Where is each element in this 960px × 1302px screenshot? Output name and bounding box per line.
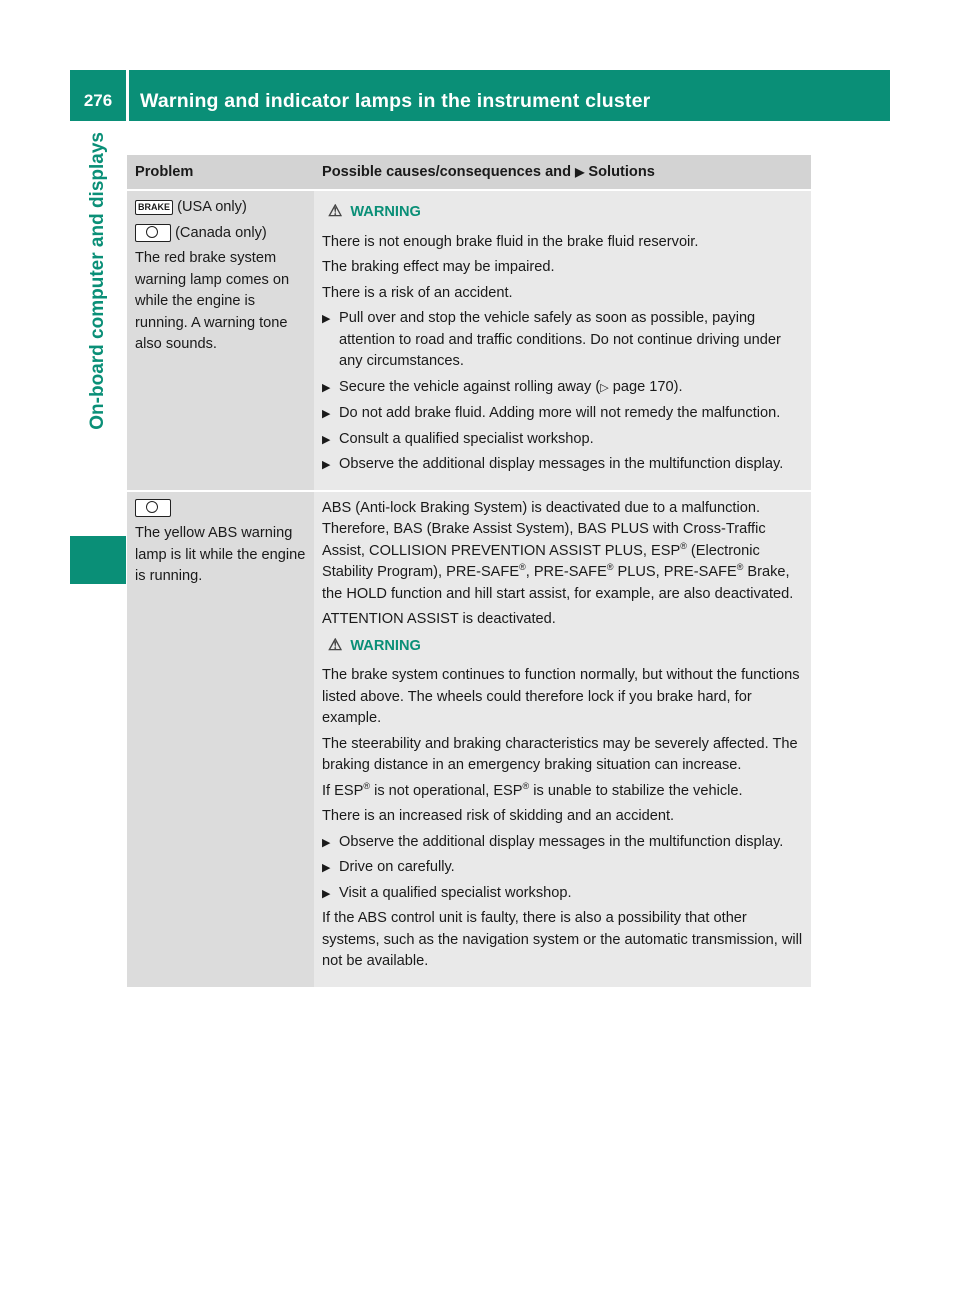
problem-cell: BRAKE (USA only) (Canada only) The red brake system warning lamp comes on while the engine is running. A warning tone also sounds. — [127, 191, 314, 490]
problem-text: The red brake system warning lamp comes on while the engine is running. A warning tone also sounds. — [135, 250, 290, 352]
instruction-item: ▶ Visit a qualified specialist workshop. — [322, 883, 803, 905]
col-header-problem: Problem — [135, 164, 194, 180]
warning-heading: ⚠ WARNING — [328, 635, 803, 658]
side-label-text: On-board computer and displays — [87, 132, 108, 430]
page-ref-link[interactable]: page 170). — [612, 378, 683, 395]
solutions-arrow-icon: ▶ — [575, 165, 585, 179]
warning-triangle-icon: ⚠ — [328, 203, 343, 220]
table-row — [127, 490, 811, 987]
solution-cell: ⚠ WARNING There is not enough brake fluid in the brake fluid reservoir. The braking effect may be impaired. There is a risk of an accident. ▶ Pull over and stop the vehicle safely as soon as possible, paying attention to road and traffic conditions. Do not continue driving under any circumstances. ▶ Secure the vehicle against rolling away (▷ page 170). ▶ Do not add brake fluid. Adding more will not remedy the malfunction. ▶ Consult a qualified specialist workshop. ▶ Observe the additional display messages in the multifunction display. — [314, 191, 811, 490]
warning-triangle-icon: ⚠ — [328, 636, 343, 654]
side-block — [70, 536, 126, 584]
table-header — [127, 155, 811, 189]
instruction-item: ▶ Pull over and stop the vehicle safely as soon as possible, paying attention to road and traffic conditions. Do not continue driving under any circumstances. — [322, 308, 803, 373]
page-number: 276 — [83, 91, 113, 110]
header-divider — [126, 70, 129, 121]
solution-cell: ABS (Anti-lock Braking System) is deactivated due to a malfunction. Therefore, BAS (Brake Assist System), BAS PLUS with Cross-Traffic Assist, COLLISION PREVENTION ASSIST PLUS, ESP® (Electronic Stability Program), PRE-SAFE®, PRE-SAFE® PLUS, PRE-SAFE® Brake, the HOLD function and hill start assist, for example, are also deactivated. ATTENTION ASSIST is deactivated. ⚠ WARNING The brake system continues to function normally, but without the functions listed above. The wheels could therefore lock if you brake hard, for example. The steerability and braking characteristics may be severely affected. The braking distance in an emergency braking situation can increase. If ESP® is not operational, ESP® is unable to stabilize the vehicle. There is an increased risk of skidding and an accident. ▶ Observe the additional display messages in the multifunction display. ▶ Drive on carefully. ▶ Visit a qualified specialist workshop. If the ABS control unit is faulty, there is also a possibility that other systems, such as the navigation system or the automatic transmission, will not be available. — [314, 492, 811, 987]
warning-heading: ⚠ WARNING — [328, 201, 803, 224]
brake-lamp-icon: BRAKE — [135, 200, 173, 215]
brake-circle-lamp-icon — [135, 224, 171, 242]
col-header-solutions: Possible causes/consequences and ▶ Solutions — [322, 164, 655, 180]
warning-table — [127, 155, 811, 987]
instruction-item: ▶ Observe the additional display messages in the multifunction display. — [322, 454, 803, 476]
problem-text: The yellow ABS warning lamp is lit while the engine is running. — [135, 525, 306, 584]
instruction-item: ▶ Secure the vehicle against rolling away (▷ page 170). — [322, 377, 803, 400]
abs-lamp-icon — [135, 499, 171, 517]
page-title: Warning and indicator lamps in the instrument cluster — [140, 90, 651, 112]
side-label — [83, 132, 113, 532]
instruction-item: ▶ Consult a qualified specialist workshop. — [322, 429, 803, 451]
instruction-item: ▶ Drive on carefully. — [322, 857, 803, 879]
instruction-item: ▶ Observe the additional display messages in the multifunction display. — [322, 832, 803, 854]
page-ref-arrow-icon: ▷ — [600, 381, 609, 394]
instruction-item: ▶ Do not add brake fluid. Adding more will not remedy the malfunction. — [322, 403, 803, 425]
table-row — [127, 189, 811, 490]
problem-cell — [127, 492, 314, 987]
